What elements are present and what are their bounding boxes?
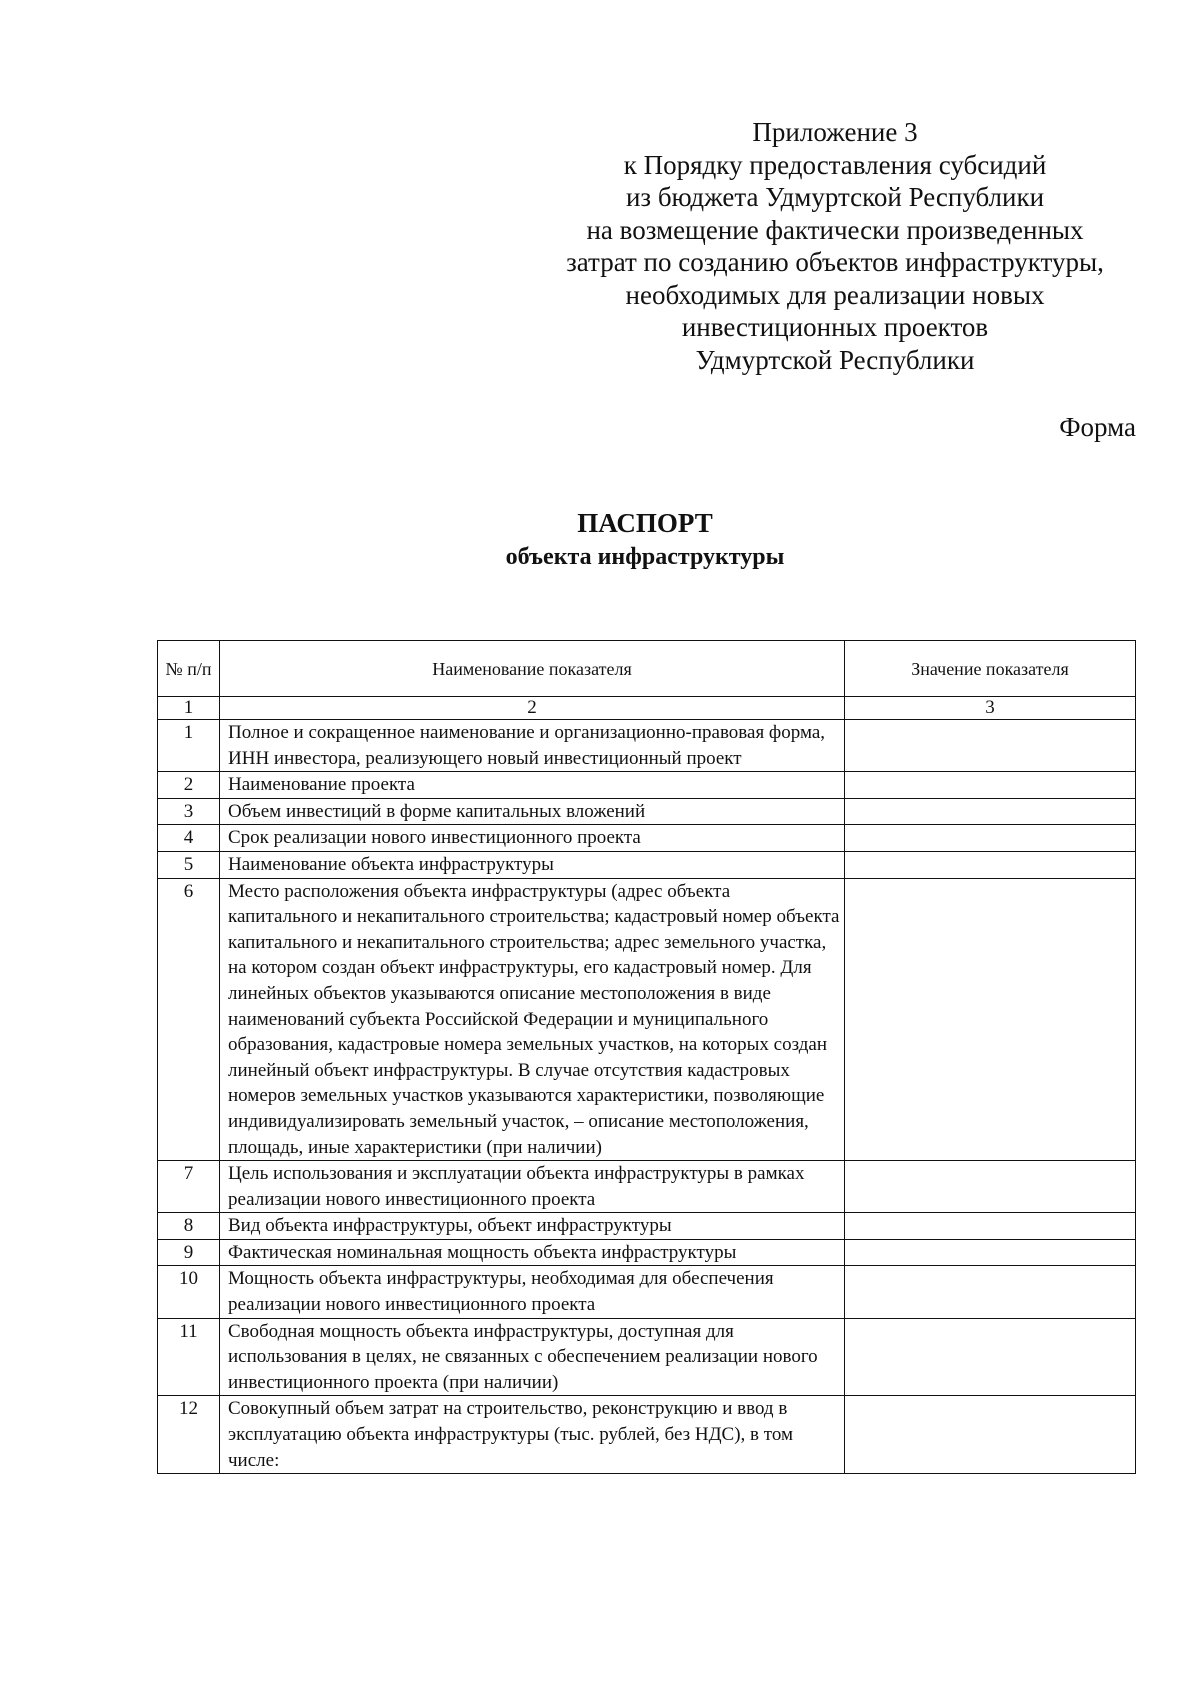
row-indicator-name: Фактическая номинальная мощность объекта инфраструктуры (220, 1239, 845, 1266)
row-number: 1 (158, 720, 220, 772)
table-row (158, 798, 1136, 825)
appendix-header (540, 116, 1130, 376)
row-indicator-name: Мощность объекта инфраструктуры, необходимая для обеспечения реализации нового инвестиционного проекта (220, 1266, 845, 1318)
row-number: 11 (158, 1318, 220, 1396)
column-numbers-row (158, 697, 1136, 720)
table-row (158, 878, 1136, 1161)
column-header-number (158, 641, 220, 697)
row-indicator-name: Срок реализации нового инвестиционного проекта (220, 825, 845, 852)
row-indicator-name: Наименование проекта (220, 772, 845, 799)
column-header-number-text: № п/п (165, 658, 212, 679)
table-row (158, 851, 1136, 878)
table-row (158, 1161, 1136, 1213)
row-indicator-name: Место расположения объекта инфраструктуры (адрес объекта капитального и некапитального строительства; кадастровый номер объекта капитального и некапитального строительства; адрес земельного участка, на котором создан объект инфраструктуры, его кадастровый номер. Для линейных объектов указываются описание местоположения в виде наименований субъекта Российской Федерации и муниципального образования, кадастровые номера земельных участков, на которых создан линейный объект инфраструктуры. В случае отсутствия кадастровых номеров земельных участков указываются характеристики, позволяющие индивидуализировать земельный участок, – описание местоположения, площадь, иные характеристики (при наличии) (220, 878, 845, 1161)
table-row (158, 1239, 1136, 1266)
row-indicator-name: Наименование объекта инфраструктуры (220, 851, 845, 878)
appendix-line: из бюджета Удмуртской Республики (625, 182, 1045, 212)
column-header-name: Наименование показателя (220, 641, 845, 697)
row-indicator-value (845, 720, 1136, 772)
row-indicator-value (845, 1396, 1136, 1474)
row-indicator-value (845, 1213, 1136, 1240)
row-indicator-value (845, 1161, 1136, 1213)
row-indicator-value (845, 825, 1136, 852)
appendix-line: Приложение 3 (752, 117, 918, 147)
document-title (0, 506, 1200, 574)
title-main: ПАСПОРТ (577, 508, 713, 538)
title-sub: объекта инфраструктуры (505, 544, 785, 570)
table-row (158, 1213, 1136, 1240)
table-row (158, 720, 1136, 772)
row-indicator-value (845, 1266, 1136, 1318)
row-number: 5 (158, 851, 220, 878)
form-label: Форма (1059, 412, 1136, 442)
row-indicator-value (845, 851, 1136, 878)
row-indicator-value (845, 878, 1136, 1161)
appendix-line: на возмещение фактически произведенных (586, 214, 1084, 245)
column-number: 3 (845, 697, 1136, 720)
column-number: 2 (220, 697, 845, 720)
appendix-line: затрат по созданию объектов инфраструктуры, (566, 247, 1104, 277)
row-indicator-name: Объем инвестиций в форме капитальных вложений (220, 798, 845, 825)
row-number: 4 (158, 825, 220, 852)
row-indicator-value (845, 772, 1136, 799)
row-number: 10 (158, 1266, 220, 1318)
passport-table (157, 640, 1136, 1474)
row-indicator-value (845, 1318, 1136, 1396)
appendix-line: к Порядку предоставления субсидий (623, 149, 1047, 180)
row-indicator-name: Свободная мощность объекта инфраструктуры, доступная для использования в целях, не связанных с обеспечением реализации нового инвестиционного проекта (при наличии) (220, 1318, 845, 1396)
row-indicator-name: Совокупный объем затрат на строительство, реконструкцию и ввод в эксплуатацию объекта инфраструктуры (тыс. рублей, без НДС), в том числе: (220, 1396, 845, 1474)
row-number: 3 (158, 798, 220, 825)
appendix-line: инвестиционных проектов (681, 312, 989, 342)
table-row (158, 1266, 1136, 1318)
row-number: 6 (158, 878, 220, 1161)
row-number: 2 (158, 772, 220, 799)
row-indicator-name: Полное и сокращенное наименование и организационно-правовая форма, ИНН инвестора, реализующего новый инвестиционный проект (220, 720, 845, 772)
row-number: 9 (158, 1239, 220, 1266)
row-indicator-name: Цель использования и эксплуатации объекта инфраструктуры в рамках реализации нового инвестиционного проекта (220, 1161, 845, 1213)
column-header-value: Значение показателя (845, 641, 1136, 697)
row-indicator-value (845, 798, 1136, 825)
table-header-row (158, 641, 1136, 697)
appendix-line: необходимых для реализации новых (625, 279, 1045, 310)
row-number: 12 (158, 1396, 220, 1474)
table-row (158, 772, 1136, 799)
row-number: 8 (158, 1213, 220, 1240)
table-row (158, 825, 1136, 852)
table-row (158, 1396, 1136, 1474)
row-indicator-value (845, 1239, 1136, 1266)
appendix-line: Удмуртской Республики (695, 344, 975, 375)
row-indicator-name: Вид объекта инфраструктуры, объект инфраструктуры (220, 1213, 845, 1240)
row-number: 7 (158, 1161, 220, 1213)
table-row (158, 1318, 1136, 1396)
column-number: 1 (158, 697, 220, 720)
